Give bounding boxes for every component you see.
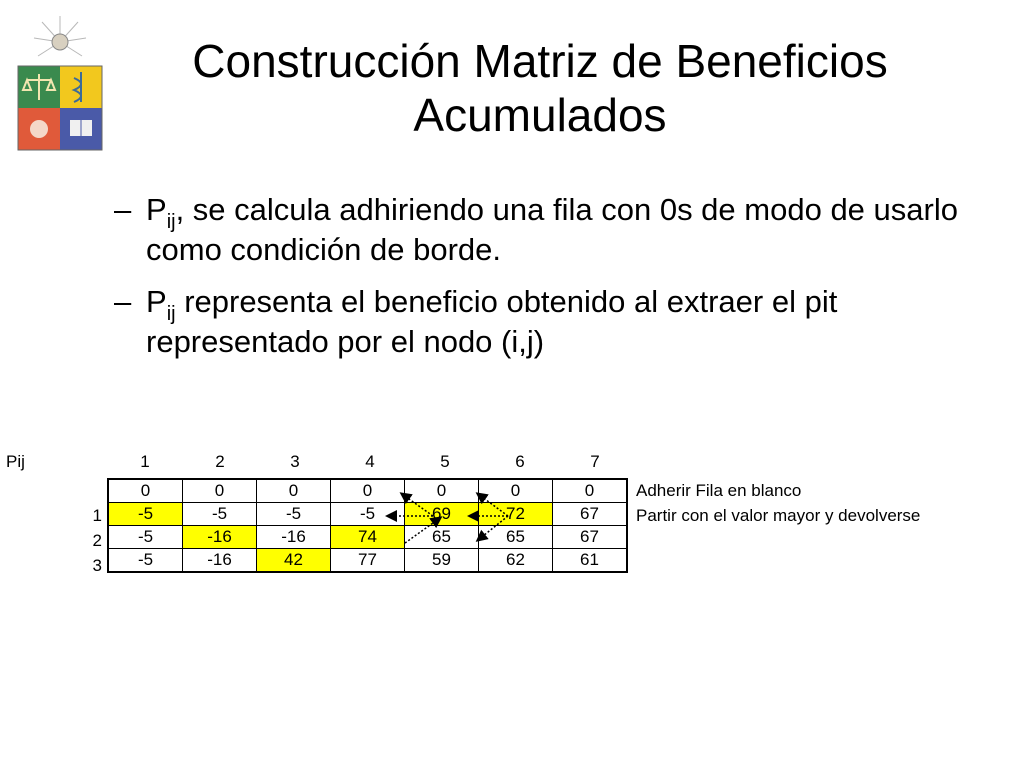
matrix-cell: -5 bbox=[257, 503, 331, 526]
bullet-body: representa el beneficio obtenido al extraer el pit representado por el nodo (i,j) bbox=[146, 284, 838, 359]
matrix-cell: 59 bbox=[405, 549, 479, 573]
bullet-symbol: P bbox=[146, 284, 167, 319]
matrix-cell-highlighted: -16 bbox=[183, 526, 257, 549]
title-line-2: Acumulados bbox=[413, 89, 667, 141]
row-label: 1 bbox=[92, 506, 102, 525]
column-header: 2 bbox=[215, 452, 225, 471]
table-row bbox=[108, 526, 627, 549]
row-label: 3 bbox=[92, 556, 102, 575]
matrix-cell: 61 bbox=[553, 549, 628, 573]
matrix-cell-highlighted: 74 bbox=[331, 526, 405, 549]
row-label: 2 bbox=[92, 531, 102, 550]
title-line-1: Construcción Matriz de Beneficios bbox=[192, 35, 888, 87]
bullet-subscript: ij bbox=[166, 211, 176, 233]
matrix-cell: 62 bbox=[479, 549, 553, 573]
matrix-cell: 67 bbox=[553, 526, 628, 549]
matrix-cell-highlighted: 42 bbox=[257, 549, 331, 573]
column-header: 3 bbox=[290, 452, 300, 471]
matrix-cell: 65 bbox=[479, 526, 553, 549]
benefit-matrix bbox=[107, 478, 628, 573]
matrix-cell: 0 bbox=[183, 479, 257, 503]
bullet-item bbox=[114, 282, 974, 362]
matrix-cell: 0 bbox=[405, 479, 479, 503]
bullet-text bbox=[146, 282, 974, 362]
matrix-cell: 0 bbox=[331, 479, 405, 503]
matrix-cell: 77 bbox=[331, 549, 405, 573]
column-header: 7 bbox=[590, 452, 600, 471]
matrix-cell: 65 bbox=[405, 526, 479, 549]
matrix-cell-highlighted: 72 bbox=[479, 503, 553, 526]
table-row bbox=[108, 549, 627, 573]
column-header: 4 bbox=[365, 452, 375, 471]
matrix-cell: -5 bbox=[108, 526, 183, 549]
matrix-cell-highlighted: 69 bbox=[405, 503, 479, 526]
bullet-body: , se calcula adhiriendo una fila con 0s de modo de usarlo como condición de borde. bbox=[146, 192, 958, 267]
matrix-cell: 67 bbox=[553, 503, 628, 526]
matrix-cell: 0 bbox=[479, 479, 553, 503]
bullet-dash: – bbox=[114, 192, 132, 227]
matrix-cell: -5 bbox=[183, 503, 257, 526]
column-header: 5 bbox=[440, 452, 450, 471]
column-header: 1 bbox=[140, 452, 150, 471]
matrix-cell: -5 bbox=[331, 503, 405, 526]
bullet-text bbox=[146, 190, 974, 270]
matrix-cell: 0 bbox=[257, 479, 331, 503]
bullet-symbol: P bbox=[146, 192, 167, 227]
matrix-cell-highlighted: -5 bbox=[108, 503, 183, 526]
bullet-subscript: ij bbox=[166, 303, 176, 325]
slide-title bbox=[70, 34, 1010, 142]
note-add-blank-row: Adherir Fila en blanco bbox=[636, 481, 802, 500]
matrix-cell: 0 bbox=[108, 479, 183, 503]
matrix-cell: -5 bbox=[108, 549, 183, 573]
column-header: 6 bbox=[515, 452, 525, 471]
note-start-max: Partir con el valor mayor y devolverse bbox=[636, 506, 921, 525]
matrix-cell: 0 bbox=[553, 479, 628, 503]
bullet-list bbox=[114, 190, 974, 374]
matrix-label: Pij bbox=[6, 452, 25, 471]
table-row bbox=[108, 479, 627, 503]
table-row bbox=[108, 503, 627, 526]
matrix-cell: -16 bbox=[257, 526, 331, 549]
bullet-item bbox=[114, 190, 974, 270]
matrix-cell: -16 bbox=[183, 549, 257, 573]
bullet-dash: – bbox=[114, 284, 132, 319]
